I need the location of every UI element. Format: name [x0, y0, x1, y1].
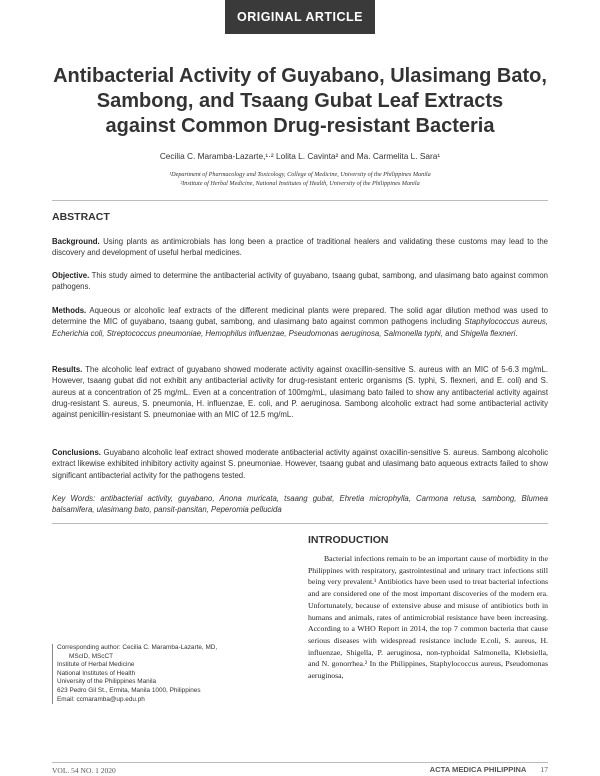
- section-divider: [52, 200, 548, 201]
- corr-line: National Institutes of Health: [57, 669, 136, 677]
- abstract-methods: Methods. Aqueous or alcoholic leaf extracts of the different medicinal plants were prepared. The solid agar dilution method was used to determine the MIC of guyabano, tsaang gubat, sambong, and ulasimang bato against common pathogens including Staphylococcus aureus, Echerichia coli, Streptococcus pneumoniae, Hemophilus influenzae, Pseudomonas aeruginosa, Salmonella typhi, and Shigella flexneri.: [52, 306, 548, 338]
- title-line: against Common Drug-resistant Bacteria: [105, 115, 495, 137]
- title-line: Sambong, and Tsaang Gubat Leaf Extracts: [96, 90, 504, 112]
- affiliations: [40, 170, 560, 188]
- results-label: Results.: [52, 365, 83, 374]
- background-label: Background.: [52, 237, 100, 246]
- footer-divider: [52, 762, 548, 763]
- methods-text: Aqueous or alcoholic leaf extracts of the different medicinal plants were prepared. The solid agar dilution method was used to determine the MIC of guyabano, tsaang gubat, sambong, and ulasimang bato against common pathogens including: [52, 306, 548, 327]
- corresponding-author-box: [52, 644, 277, 704]
- corr-line: MScID, MScCT: [69, 652, 114, 660]
- article-title: [40, 64, 560, 139]
- page-number: 17: [540, 765, 548, 774]
- corr-email[interactable]: Email: ccmaramba@up.edu.ph: [57, 695, 145, 703]
- affiliation: ¹Department of Pharmacology and Toxicology, College of Medicine, University of the Philippines Manila: [169, 171, 431, 178]
- footer-volume: VOL. 54 NO. 1 2020: [52, 766, 116, 775]
- corr-line: Institute of Herbal Medicine: [57, 661, 135, 669]
- journal-name: ACTA MEDICA PHILIPPINA: [429, 765, 527, 774]
- results-text: The alcoholic leaf extract of guyabano showed moderate activity against oxacillin-sensitive S. aureus with an MIC of 5-6.3 mg/mL. However, tsaang gubat did not exhibit any antibacterial activity for drug-resistant enteric organisms (S. typhi, S. flexneri, and E. coli) and S. aureus at a concentration of 25 mg/mL. Even at a concentration of 100mg/mL, ulasimang bato failed to show any antibacterial activity against drug-resistant S. aureus, S. pneumonia, H. influenzae, E. coli, and P. aeruginosa. Sambong alcoholic extract had some antibacterial activity against penicillin-resistant S. pneumoniae with an MIC of 12.5 mg/mL.: [52, 365, 548, 420]
- introduction-heading: INTRODUCTION: [308, 534, 389, 546]
- abstract-objective: [52, 270, 548, 293]
- corr-line: Corresponding author: Cecilia C. Maramba-Lazarte, MD,: [57, 644, 218, 651]
- section-divider: [52, 523, 548, 524]
- corr-line: University of the Philippines Manila: [57, 678, 157, 686]
- methods-last-species: Shigella flexneri: [460, 328, 516, 338]
- footer-journal: [430, 765, 548, 774]
- conclusions-label: Conclusions.: [52, 448, 101, 457]
- conclusions-text: Guyabano alcoholic leaf extract showed moderate antibacterial activity against oxacillin-sensitive S. aureus. Sambong alcoholic extract likewise exhibited inhibitory activity against S. pneumoniae. However, tsaang gubat and ulasimang bato aqueous extracts failed to show significant antibacterial activity for the pathogens tested.: [52, 448, 549, 480]
- background-text: Using plants as antimicrobials has long been a practice of traditional healers and validating these customs may lead to the discovery and development of useful herbal medicines.: [52, 237, 548, 258]
- methods-species: Staphylococcus aureus, Echerichia coli, Streptococcus pneumoniae, Hemophilus influenzae, Pseudomonas aeruginosa, Salmonella typhi,: [52, 317, 548, 338]
- abstract-background: [52, 236, 548, 259]
- objective-text: This study aimed to determine the antibacterial activity of guyabano, tsaang gubat, sambong, and ulasimang bato against common pathogens.: [52, 271, 548, 292]
- methods-label: Methods.: [52, 306, 87, 315]
- introduction-text: Bacterial infections remain to be an important cause of morbidity in the Philippines with respiratory, gastrointestinal and urinary tract infections still being very prevalent.¹ Antibiotics have been used to treat bacterial infections and are considered one of the most important discoveries of the modern era. Unfortunately, because of extensive abuse and misuse of antibiotics both in humans and animals, rates of antimicrobial resistance have been increasing. According to a WHO Report in 2014, the top 7 common bacteria that cause serious diseases with widespread resistance include E.coli, S. aureus, H. influenzae, Shigella, P. aeruginosa, non-typhoidal Salmonella, Klebsiella, and N. gonorrhea.² In the Philippines, Staphylococcus aureus, Pseudomonas aeruginosa,: [308, 554, 548, 681]
- corr-line: 623 Pedro Gil St., Ermita, Manila 1000, Philippines: [57, 686, 201, 694]
- abstract-results: [52, 364, 548, 420]
- objective-label: Objective.: [52, 271, 90, 280]
- keywords: Key Words: antibacterial activity, guyabano, Anona muricata, tsaang gubat, Ehretia microphylla, Carmona retusa, sambong, Blumea balsamifera, ulasimang bato, pansit-pansitan, Peperomia pellucida: [52, 494, 548, 515]
- affiliation: ²Institute of Herbal Medicine, National Institutes of Health, University of the Philippines Manila: [180, 180, 420, 187]
- article-type-banner: ORIGINAL ARTICLE: [225, 0, 375, 34]
- title-line: Antibacterial Activity of Guyabano, Ulasimang Bato,: [53, 65, 547, 87]
- author-list: Cecilia C. Maramba-Lazarte,¹·² Lolita L. Cavinta² and Ma. Carmelita L. Sara¹: [159, 151, 441, 161]
- abstract-conclusions: [52, 447, 548, 481]
- methods-and: and: [445, 328, 459, 338]
- abstract-heading: ABSTRACT: [52, 211, 110, 223]
